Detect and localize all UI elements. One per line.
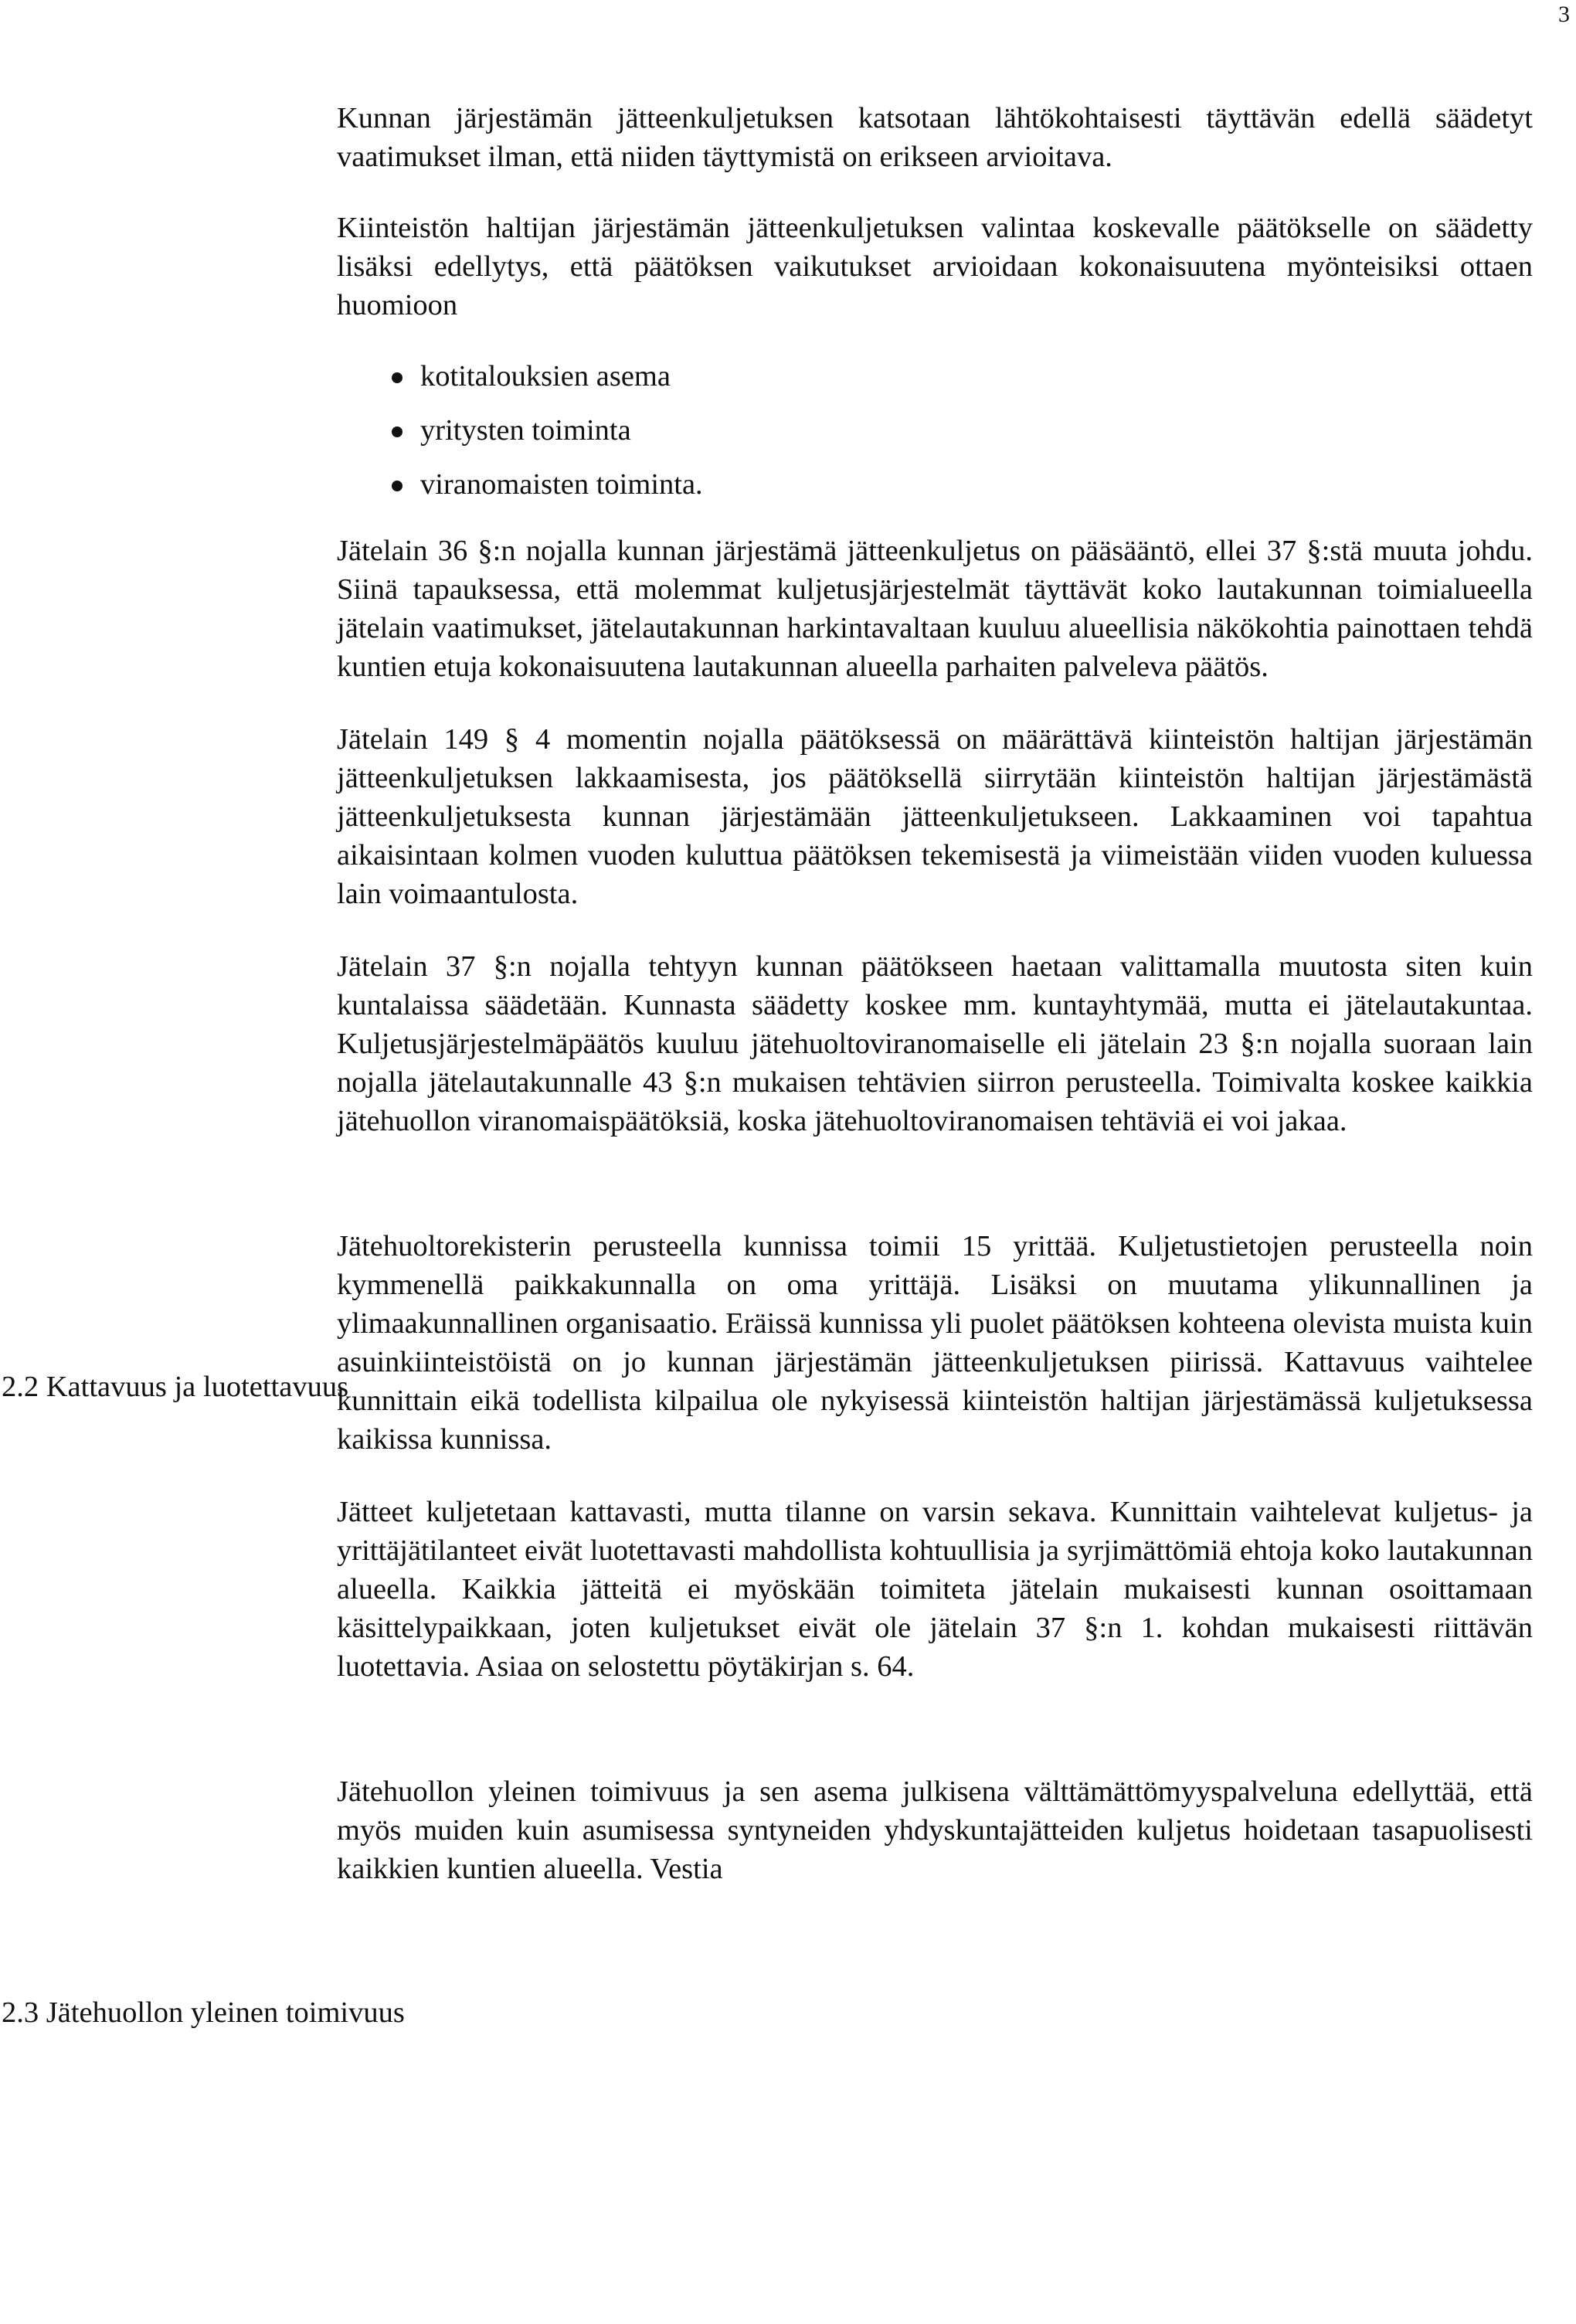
- bullet-icon: [392, 481, 402, 491]
- list-item-text: kotitalouksien asema: [420, 360, 671, 392]
- list-item-text: yritysten toiminta: [420, 414, 631, 447]
- list-item: [337, 465, 1533, 519]
- paragraph: Kunnan järjestämän jätteenkuljetuksen katsotaan lähtökohtaisesti täyttävän edellä säädetyt vaatimukset ilman, että niiden täyttymistä on erikseen arvioitava.: [337, 102, 1533, 173]
- paragraph: Jätteet kuljetetaan kattavasti, mutta tilanne on varsin sekava. Kunnittain vaihtelevat kuljetus- ja yrittäjätilanteet eivät luotettavasti mahdollista kohtuullisia ja syrjimättömiä ehtoja koko lautakunnan alueella. Kaikkia jätteitä ei myöskään toimiteta jätelain mukaisesti kunnan osoittamaan käsittelypaikkaan, joten kuljetukset eivät ole jätelain 37 §:n 1. kohdan mukaisesti riittävän luotettavia. Asiaa on selostettu pöytäkirjan s. 64.: [337, 1496, 1533, 1683]
- main-text-column: [337, 99, 1533, 1888]
- list-item-text: viranomaisten toiminta.: [420, 468, 703, 501]
- list-item: [337, 411, 1533, 465]
- paragraph: Jätehuollon yleinen toimivuus ja sen asema julkisena välttämättömyyspalveluna edellyttää, että myös muiden kuin asumisessa syntyneiden yhdyskuntajätteiden kuljetus hoidetaan tasapuolisesti kaikkien kuntien alueella. Vestia: [337, 1775, 1533, 1885]
- paragraph: Jätelain 149 § 4 momentin nojalla päätöksessä on määrättävä kiinteistön haltijan järjestämän jätteenkuljetuksen lakkaamisesta, jos päätöksellä siirrytään kiinteistön haltijan järjestämästä jätteenkuljetuksesta kunnan järjestämään jätteenkuljetukseen. Lakkaaminen voi tapahtua aikaisintaan kolmen vuoden kuluttua päätöksen tekemisestä ja viimeistään viiden vuoden kuluessa lain voimaantulosta.: [337, 723, 1533, 910]
- bullet-icon: [392, 372, 402, 383]
- paragraph: Jätelain 37 §:n nojalla tehtyyn kunnan päätökseen haetaan valittamalla muutosta siten kuin kuntalaissa säädetään. Kunnasta säädetty koskee mm. kuntayhtymää, mutta ei jätelautakuntaa. Kuljetusjärjestelmäpäätös kuuluu jätehuoltoviranomaiselle eli jätelain 23 §:n nojalla suoraan lain nojalla jätelautakunnalle 43 §:n mukaisen tehtävien siirron perusteella. Toimivalta koskee kaikkia jätehuollon viranomaispäätöksiä, koska jätehuoltoviranomaisen tehtäviä ei voi jakaa.: [337, 950, 1533, 1137]
- page-number: 3: [1558, 2, 1570, 27]
- list-item: [337, 357, 1533, 411]
- paragraph: Kiinteistön haltijan järjestämän jätteenkuljetuksen valintaa koskevalle päätökselle on säädetty lisäksi edellytys, että päätöksen vaikutukset arvioidaan kokonaisuutena myönteisiksi ottaen huomioon: [337, 212, 1533, 321]
- bullet-icon: [392, 426, 402, 437]
- section-heading-2-2: 2.2 Kattavuus ja luotettavuus: [2, 1371, 349, 1403]
- bullet-list: [337, 357, 1533, 519]
- paragraph: Jätehuoltorekisterin perusteella kunnissa toimii 15 yrittää. Kuljetustietojen perusteella noin kymmenellä paikkakunnalla on oma yrittäjä. Lisäksi on muutama ylikunnallinen ja ylimaakunnallinen organisaatio. Eräissä kunnissa yli puolet päätöksen kohteena olevista muista kuin asuinkiinteistöistä on jo kunnan järjestämän jätteenkuljetuksen piirissä. Kattavuus vaihtelee kunnittain eikä todellista kilpailua ole nykyisessä kiinteistön haltijan järjestämässä kuljetuksessa kaikissa kunnissa.: [337, 1230, 1533, 1456]
- paragraph: Jätelain 36 §:n nojalla kunnan järjestämä jätteenkuljetus on pääsääntö, ellei 37 §:stä muuta johdu. Siinä tapauksessa, että molemmat kuljetusjärjestelmät täyttävät koko lautakunnan toimialueella jätelain vaatimukset, jätelautakunnan harkintavaltaan kuuluu alueellisia näkökohtia painottaen tehdä kuntien etuja kokonaisuutena lautakunnan alueella parhaiten palveleva päätös.: [337, 535, 1533, 683]
- section-heading-2-3: 2.3 Jätehuollon yleinen toimivuus: [2, 1996, 405, 2029]
